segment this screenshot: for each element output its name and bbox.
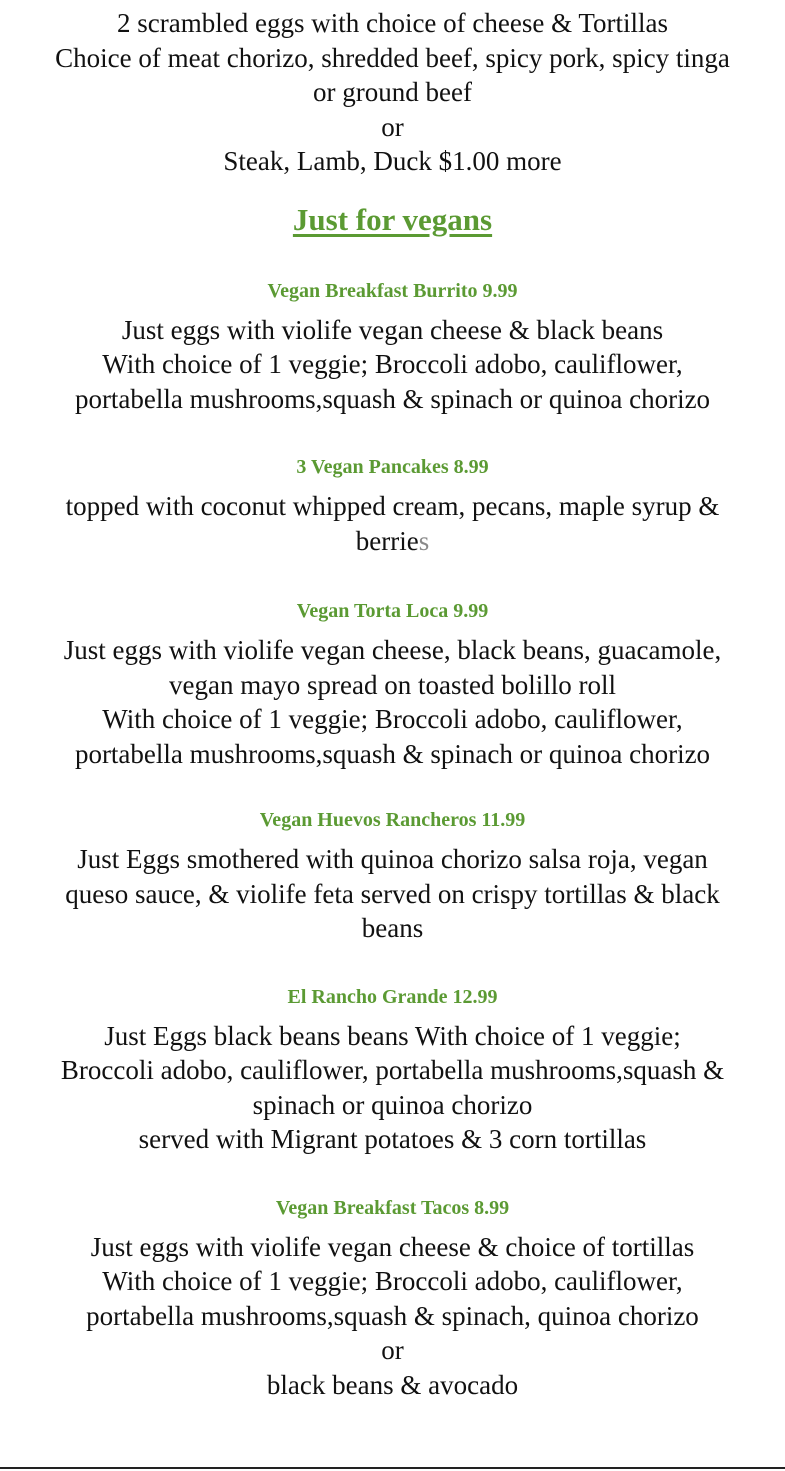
menu-item-line: black beans & avocado (266, 1369, 519, 1400)
intro-line: 2 scrambled eggs with choice of cheese & Tortillas (117, 8, 668, 38)
menu-item-title: Vegan Breakfast Tacos 8.99 (275, 1196, 510, 1219)
menu-item-line: Just Eggs black beans beans With choice of 1 veggie; (104, 1020, 681, 1051)
menu-item-line (0, 524, 785, 559)
menu-item-line: Just Eggs smothered with quinoa chorizo salsa roja, vegan (77, 844, 708, 874)
menu-item-line: With choice of 1 veggie; Broccoli adobo, cauliflower, (102, 704, 683, 734)
intro-description (0, 0, 785, 179)
menu-item-line: Broccoli adobo, cauliflower, portabella mushrooms,squash & (60, 1055, 725, 1085)
intro-line: or ground beef (313, 77, 472, 107)
menu-item-line: queso sauce, & violife feta served on crispy tortillas & black (65, 878, 720, 909)
menu-item-line-faded-text: s (418, 525, 430, 556)
menu-item-line: Just eggs with violife vegan cheese & choice of tortillas (90, 1231, 695, 1262)
menu-item (0, 278, 785, 417)
menu-item-line: portabella mushrooms,squash & spinach, quinoa chorizo (86, 1300, 699, 1331)
menu-item-line: With choice of 1 veggie; Broccoli adobo, cauliflower, (102, 1266, 683, 1296)
menu-item-line: portabella mushrooms,squash & spinach or quinoa chorizo (74, 738, 711, 769)
menu-item-line-text: berrie (355, 525, 419, 556)
menu-item-title: El Rancho Grande 12.99 (287, 985, 498, 1008)
intro-line: Choice of meat chorizo, shredded beef, spicy pork, spicy tinga (55, 42, 730, 73)
menu-item-line: vegan mayo spread on toasted bolillo roll (169, 669, 616, 700)
menu-item-title: Vegan Torta Loca 9.99 (296, 600, 489, 622)
page-bottom-rule (0, 1467, 785, 1469)
menu-item-line: beans (361, 913, 424, 943)
menu-item-line: spinach or quinoa chorizo (252, 1089, 533, 1120)
menu-item (0, 807, 785, 946)
menu-item-title: Vegan Breakfast Burrito 9.99 (267, 279, 518, 302)
menu-item-line: served with Migrant potatoes & 3 corn tortillas (138, 1124, 647, 1154)
menu-item-title: Vegan Huevos Rancheros 11.99 (259, 809, 526, 831)
menu-item-line: Just eggs with violife vegan cheese, black beans, guacamole, (63, 635, 722, 665)
menu-item-line: or (381, 1335, 404, 1365)
section-heading: Just for vegans (292, 201, 493, 237)
intro-line: Steak, Lamb, Duck $1.00 more (223, 146, 562, 176)
menu-item-line: With choice of 1 veggie; Broccoli adobo, cauliflower, (102, 349, 683, 379)
menu-item-line: Just eggs with violife vegan cheese & black beans (121, 314, 664, 345)
menu-item (0, 598, 785, 771)
menu-item-title: 3 Vegan Pancakes 8.99 (296, 456, 489, 478)
menu-item-line: topped with coconut whipped cream, pecans, maple syrup & (65, 491, 720, 521)
menu-item (0, 984, 785, 1157)
menu-item-line: portabella mushrooms,squash & spinach or quinoa chorizo (74, 383, 711, 414)
menu-item (0, 454, 785, 558)
intro-line: or (381, 111, 404, 142)
menu-item (0, 1195, 785, 1403)
